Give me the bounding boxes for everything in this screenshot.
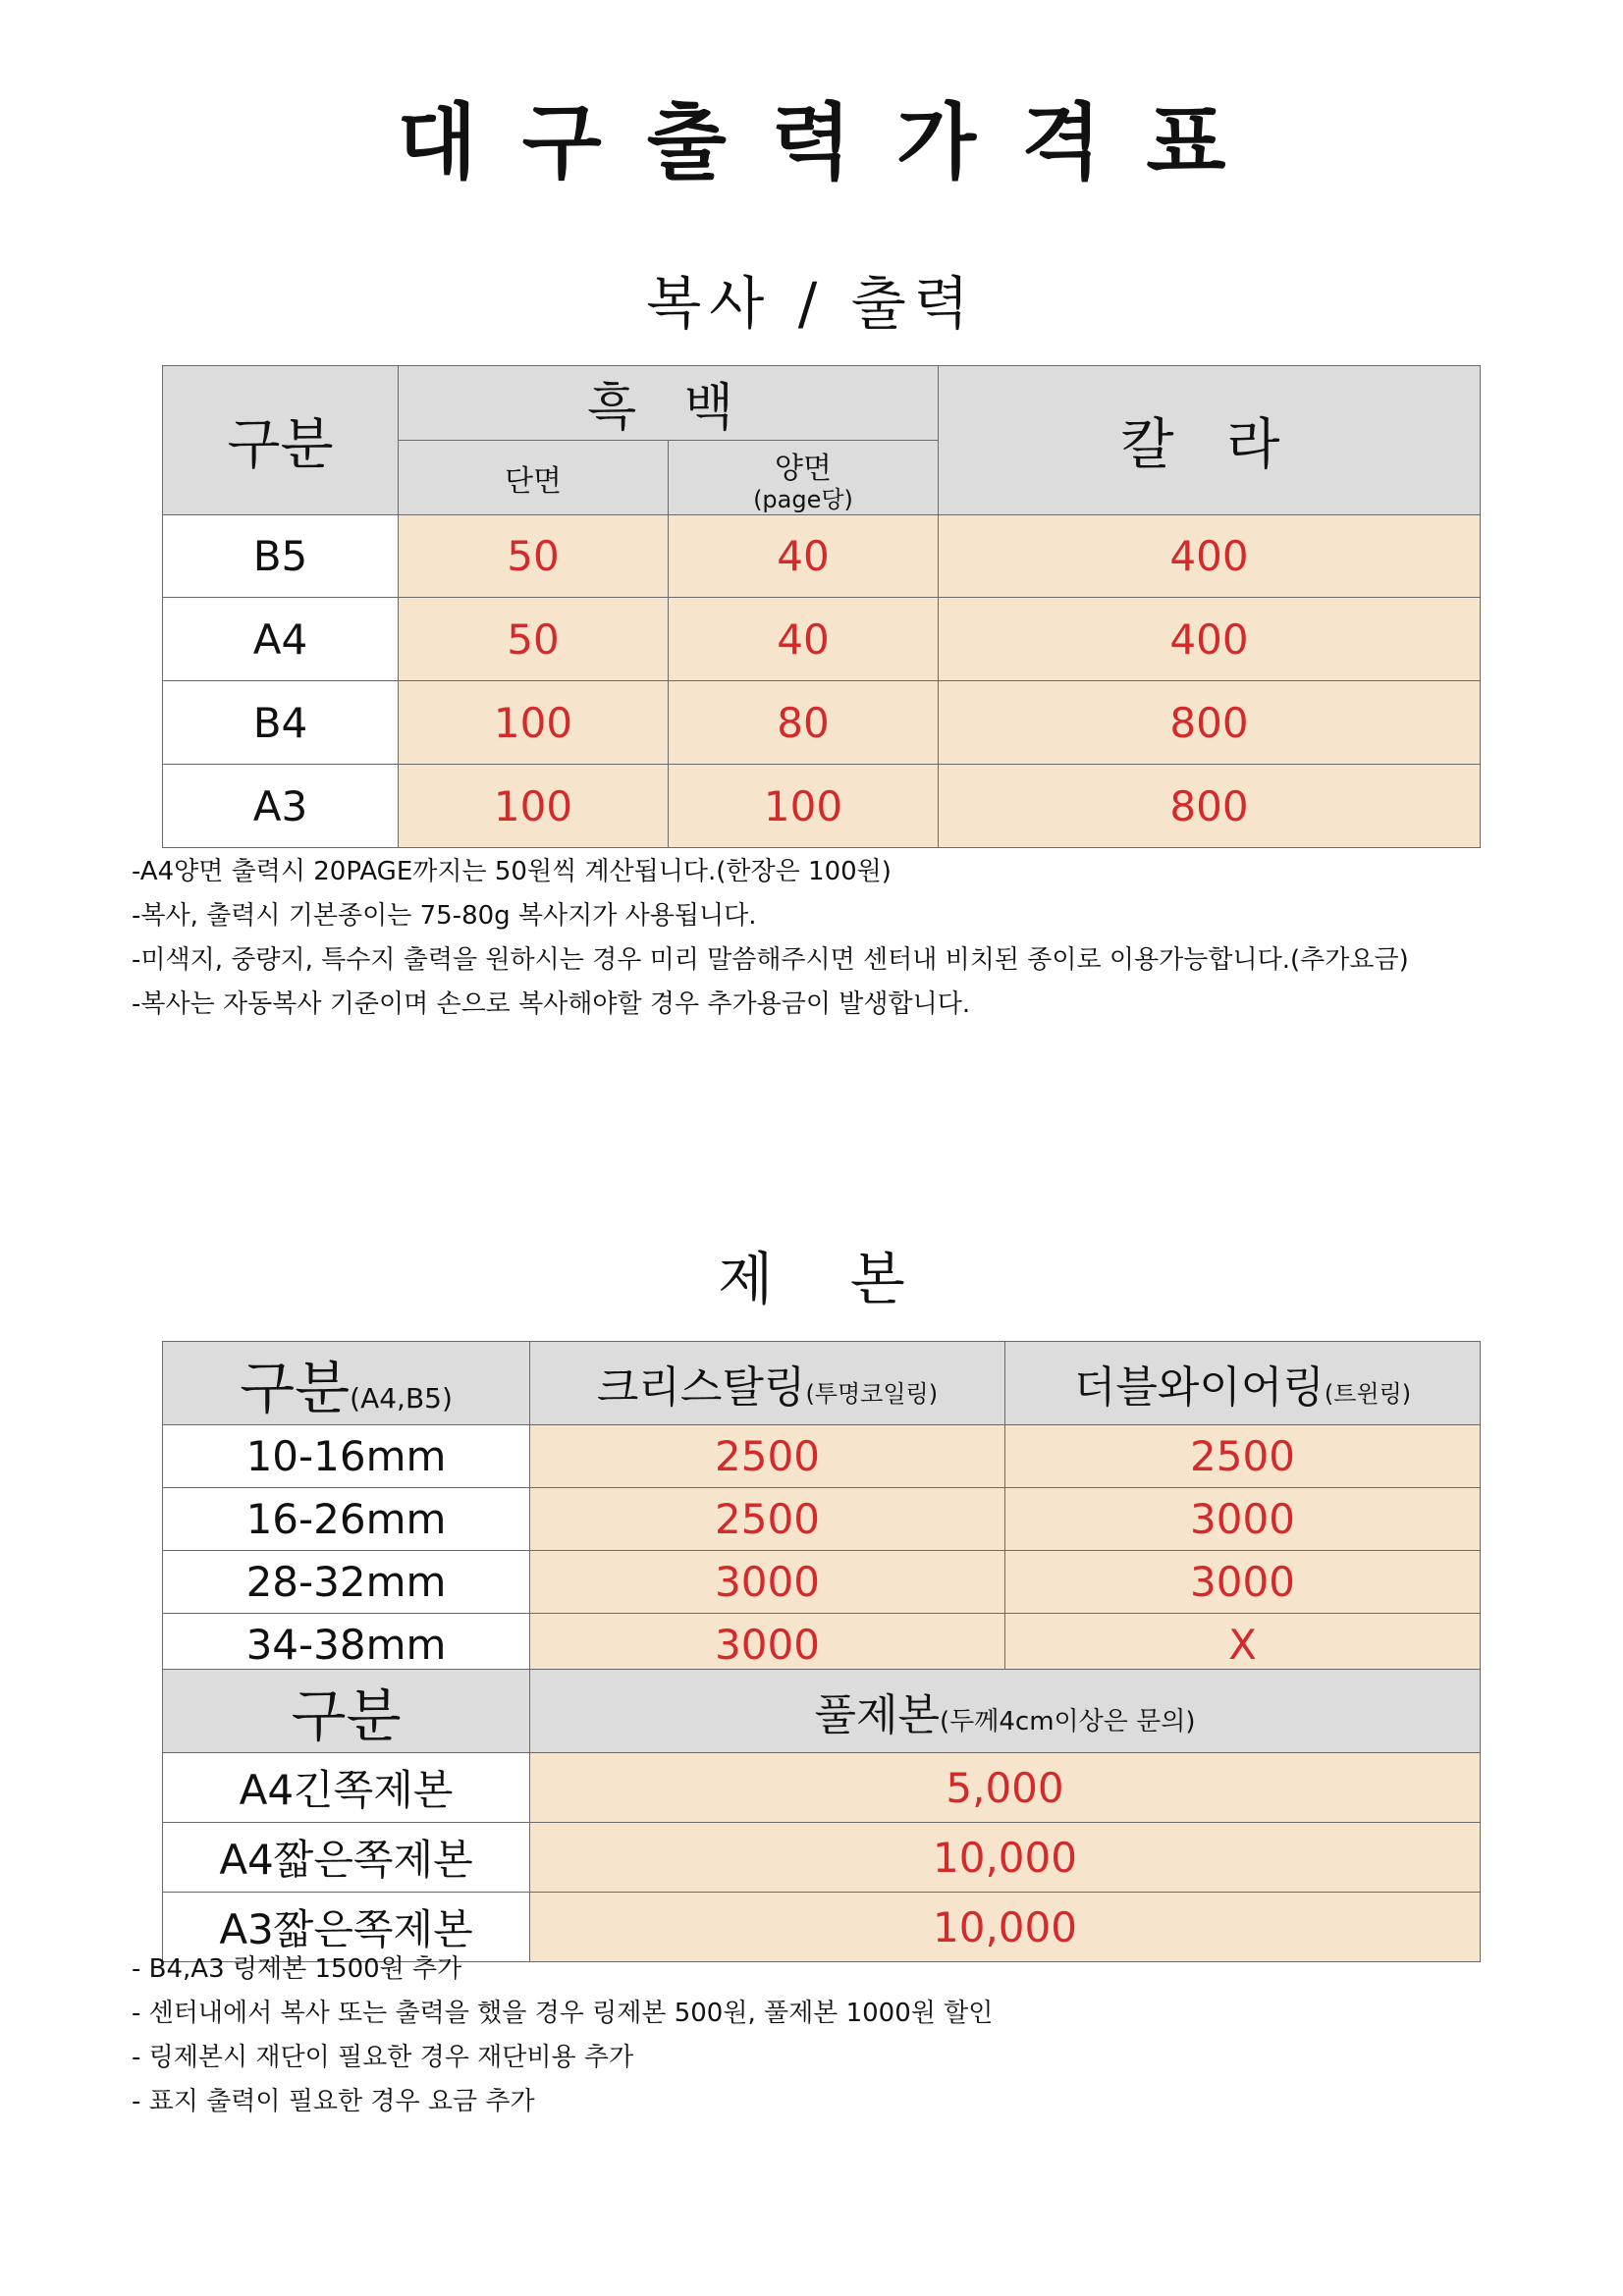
copy-header-double-label: 양면 <box>775 451 832 486</box>
note-line: - B4,A3 링제본 1500원 추가 <box>132 1954 462 1984</box>
ring-header-category-note: (A4,B5) <box>350 1382 453 1415</box>
ring-header-crystal-label: 크리스탈링 <box>596 1362 806 1413</box>
price-color: 800 <box>939 765 1481 848</box>
price-single: 50 <box>399 515 669 598</box>
price-crystal: 3000 <box>530 1614 1005 1676</box>
table-row <box>163 1614 1481 1676</box>
note-line: -A4양면 출력시 20PAGE까지는 50원씩 계산됩니다.(한장은 100원) <box>132 857 892 886</box>
note-line: -미색지, 중량지, 특수지 출력을 원하시는 경우 미리 말씀해주시면 센터내 비치된 종이로 이용가능합니다.(추가요금) <box>132 945 1409 975</box>
price-double-wire: 3000 <box>1005 1488 1481 1551</box>
ring-header-crystal <box>530 1342 1005 1425</box>
ring-header-category-label: 구분 <box>240 1355 351 1421</box>
price-double: 40 <box>669 515 939 598</box>
price-single: 100 <box>399 681 669 765</box>
page-title: 대구출력가격표 <box>397 94 1271 190</box>
copy-header-double-note: (page당) <box>753 485 853 513</box>
binding-notes <box>132 1948 993 2124</box>
full-binding-table <box>162 1669 1481 1962</box>
price-color: 400 <box>939 598 1481 681</box>
table-row <box>163 1753 1481 1823</box>
copy-header-double <box>669 441 939 515</box>
ring-header-crystal-note: (투명코일링) <box>805 1380 939 1408</box>
price-double: 80 <box>669 681 939 765</box>
note-line: -복사, 출력시 기본종이는 75-80g 복사지가 사용됩니다. <box>132 901 757 931</box>
copy-section-heading: 복사 / 출력 <box>646 270 977 337</box>
price-full-binding: 10,000 <box>530 1893 1481 1962</box>
price-double: 100 <box>669 765 939 848</box>
price-double-wire: X <box>1005 1614 1481 1676</box>
table-row <box>163 1488 1481 1551</box>
price-crystal: 2500 <box>530 1425 1005 1488</box>
price-full-binding: 5,000 <box>530 1753 1481 1823</box>
price-double-wire: 3000 <box>1005 1551 1481 1614</box>
full-header-full-label: 풀제본 <box>814 1690 940 1740</box>
price-color: 800 <box>939 681 1481 765</box>
ring-binding-table <box>162 1341 1481 1676</box>
note-line: - 센터내에서 복사 또는 출력을 했을 경우 링제본 500원, 풀제본 1000원 할인 <box>132 1999 994 2028</box>
full-header-full-note: (두께4cm이상은 문의) <box>939 1707 1196 1736</box>
row-size: A3 <box>163 765 399 848</box>
full-binding-type: A4긴쪽제본 <box>163 1753 530 1823</box>
copy-header-bw: 흑 백 <box>399 366 939 441</box>
price-single: 50 <box>399 598 669 681</box>
row-size: B4 <box>163 681 399 765</box>
ring-thickness: 16-26mm <box>163 1488 530 1551</box>
price-crystal: 3000 <box>530 1551 1005 1614</box>
price-full-binding: 10,000 <box>530 1823 1481 1893</box>
price-crystal: 2500 <box>530 1488 1005 1551</box>
price-color: 400 <box>939 515 1481 598</box>
table-row <box>163 1551 1481 1614</box>
ring-thickness: 34-38mm <box>163 1614 530 1676</box>
full-header-category: 구분 <box>163 1670 530 1753</box>
ring-header-double-wire <box>1005 1342 1481 1425</box>
ring-thickness: 28-32mm <box>163 1551 530 1614</box>
note-line: -복사는 자동복사 기준이며 손으로 복사해야할 경우 추가용금이 발생합니다. <box>132 989 971 1019</box>
table-row <box>163 681 1481 765</box>
full-header-full <box>530 1670 1481 1753</box>
price-double: 40 <box>669 598 939 681</box>
table-row <box>163 1425 1481 1488</box>
table-row <box>163 1823 1481 1893</box>
table-row <box>163 515 1481 598</box>
full-binding-type: A3짧은쪽제본 <box>163 1893 530 1962</box>
ring-header-double-wire-note: (트윈링) <box>1324 1380 1412 1408</box>
price-double-wire: 2500 <box>1005 1425 1481 1488</box>
ring-header-double-wire-label: 더블와이어링 <box>1073 1362 1325 1413</box>
row-size: B5 <box>163 515 399 598</box>
binding-section-heading: 제 본 <box>718 1246 935 1312</box>
table-row <box>163 765 1481 848</box>
copy-price-table <box>162 365 1481 848</box>
copy-header-color: 칼 라 <box>939 366 1481 515</box>
price-single: 100 <box>399 765 669 848</box>
copy-header-single: 단면 <box>399 441 669 515</box>
table-row <box>163 598 1481 681</box>
copy-header-category: 구분 <box>163 366 399 515</box>
note-line: - 링제본시 재단이 필요한 경우 재단비용 추가 <box>132 2043 634 2072</box>
ring-thickness: 10-16mm <box>163 1425 530 1488</box>
note-line: - 표지 출력이 필요한 경우 요금 추가 <box>132 2087 535 2116</box>
copy-notes <box>132 850 1409 1027</box>
full-binding-type: A4짧은쪽제본 <box>163 1823 530 1893</box>
row-size: A4 <box>163 598 399 681</box>
ring-header-category <box>163 1342 530 1425</box>
